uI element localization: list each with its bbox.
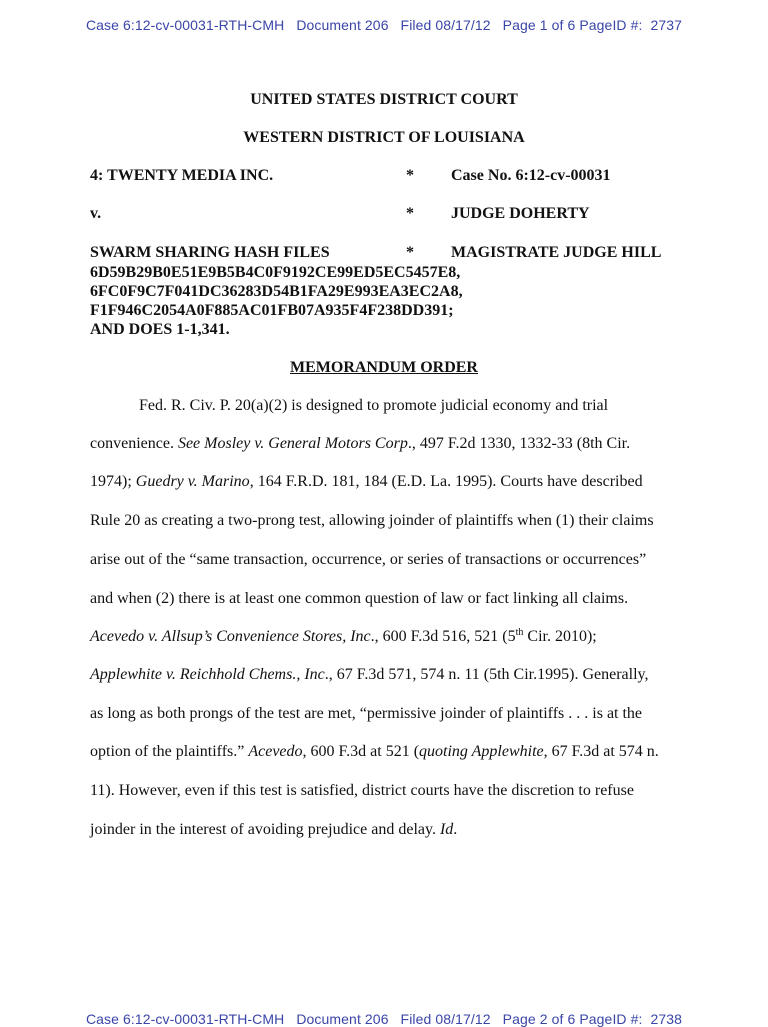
body-line [90, 473, 643, 491]
case-citation: quoting Applewhite [419, 743, 544, 760]
text: option of the plaintiffs.” [90, 743, 249, 760]
body-line [90, 628, 597, 646]
magistrate-judge-name: MAGISTRATE JUDGE HILL [451, 244, 662, 261]
caption-separator: * [406, 205, 414, 222]
judge-name: JUDGE DOHERTY [451, 205, 590, 222]
page-header-stamp: Case 6:12-cv-00031-RTH-CMH Document 206 Filed 08/17/12 Page 1 of 6 PageID #: 2737 [85, 17, 683, 33]
memorandum-title: MEMORANDUM ORDER [290, 359, 478, 376]
text: convenience. [90, 435, 178, 452]
text: joinder in the interest of avoiding prejudice and delay. [90, 821, 440, 838]
body-line [90, 821, 457, 839]
case-citation: Applewhite v. Reichhold Chems., Inc [90, 666, 325, 683]
body-line: and when (2) there is at least one common question of law or fact linking all claims. [90, 590, 629, 607]
caption-separator: * [406, 244, 414, 261]
text: . [453, 821, 458, 838]
text: 1974); [90, 473, 136, 490]
case-citation: Id [439, 821, 454, 838]
text: ., 600 F.3d 516, 521 (5 [370, 628, 516, 645]
body-line [90, 666, 648, 684]
text: ., 67 F.3d 571, 574 n. 11 (5th Cir.1995). Generally, [324, 666, 649, 683]
defendant-name: SWARM SHARING HASH FILES [90, 244, 330, 261]
ordinal-superscript: th [515, 627, 524, 638]
body-line [90, 435, 630, 453]
hash-line: F1F946C2054A0F885AC01FB07A935F4F238DD391; [90, 302, 454, 319]
hash-line: 6D59B29B0E51E9B5B4C0F9192CE99ED5EC5457E8, [90, 264, 461, 281]
text: 600 F.3d at 521 ( [306, 743, 420, 760]
case-citation: Acevedo v. Allsup’s Convenience Stores, Inc [90, 628, 371, 645]
body-line: arise out of the “same transaction, occurrence, or series of transactions or occurrences” [90, 551, 647, 568]
next-page-header-stamp: Case 6:12-cv-00031-RTH-CMH Document 206 Filed 08/17/12 Page 2 of 6 PageID #: 2738 [85, 1011, 683, 1027]
case-citation: Acevedo, [248, 743, 307, 760]
body-line: 11). However, even if this test is satisfied, district courts have the discretion to refuse [90, 782, 634, 799]
does-line: AND DOES 1-1,341. [90, 321, 230, 338]
body-line: as long as both prongs of the test are met, “permissive joinder of plaintiffs . . . is at the [90, 705, 643, 722]
body-line [90, 743, 659, 761]
text: Cir. 2010); [523, 628, 597, 645]
defendant-hash-list [90, 263, 463, 339]
case-citation: See Mosley v. General Motors Corp [177, 435, 408, 452]
text: , 164 F.R.D. 181, 184 (E.D. La. 1995). Courts have described [249, 473, 643, 490]
versus-label: v. [90, 205, 102, 222]
body-line: Rule 20 as creating a two-prong test, allowing joinder of plaintiffs when (1) their claims [90, 512, 654, 529]
text: ., 497 F.2d 1330, 1332-33 (8th Cir. [407, 435, 631, 452]
court-district: WESTERN DISTRICT OF LOUISIANA [243, 129, 525, 146]
caption-separator: * [406, 167, 414, 184]
case-number: Case No. 6:12-cv-00031 [451, 167, 611, 184]
court-name: UNITED STATES DISTRICT COURT [250, 91, 518, 108]
hash-line: 6FC0F9C7F041DC36283D54B1FA29E993EA3EC2A8, [90, 283, 463, 300]
plaintiff-name: 4: TWENTY MEDIA INC. [90, 167, 274, 184]
case-citation: Guedry v. Marino [135, 473, 250, 490]
text: , 67 F.3d at 574 n. [543, 743, 659, 760]
body-line: Fed. R. Civ. P. 20(a)(2) is designed to promote judicial economy and trial [139, 397, 609, 414]
